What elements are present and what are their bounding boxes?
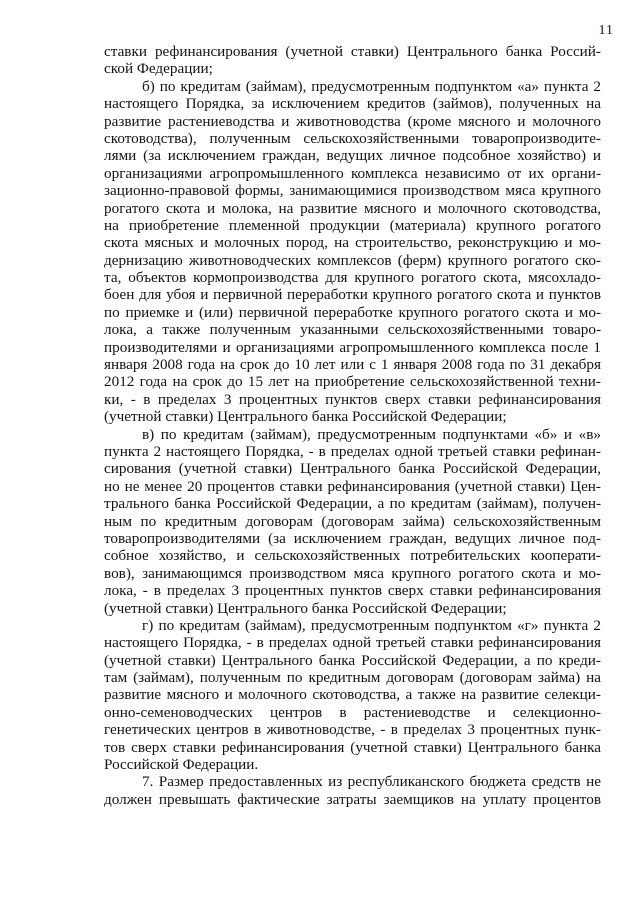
text-line: генетических центров в животноводстве, - в пределах 3 процентных пунк- <box>104 721 601 739</box>
page-number: 11 <box>598 23 614 38</box>
text-line: б) по кредитам (займам), предусмотренным подпунктом «а» пункта 2 <box>142 77 601 95</box>
text-line: января 2008 года на срок до 10 лет или с 1 января 2008 года по 31 декабря <box>104 356 601 374</box>
text-line: дернизацию животноводческих комплексов (ферм) крупного рогатого ско- <box>104 251 601 269</box>
text-line: развитие мясного и молочного скотоводства, а также на развитие селекци- <box>104 686 601 704</box>
text-line: но не менее 20 процентов ставки рефинансирования (учетной ставки) Цен- <box>104 477 601 495</box>
text-line: организациями агропромышленного комплекса независимо от их органи- <box>104 164 601 182</box>
text-line: (учетной ставки) Центрального банка Российской Федерации, а по креди- <box>104 651 601 669</box>
text-line: там (займам), полученным по кредитным договорам (договорам займа) на <box>104 669 601 687</box>
text-line: вов), занимающимся производством мяса крупного рогатого скота и мо- <box>104 564 601 582</box>
paragraph <box>104 78 601 426</box>
text-line: зационно-правовой формы, занимающимися производством мяса крупного <box>104 182 601 200</box>
text-line: тов сверх ставки рефинансирования (учетной ставки) Центрального банка <box>104 738 601 756</box>
text-line: пункта 2 настоящего Порядка, - в пределах одной третьей ставки рефинан- <box>104 442 601 460</box>
text-line: собное хозяйство, и сельскохозяйственных потребительских кооперати- <box>104 547 601 565</box>
text-line: скотоводства), полученным сельскохозяйственными товаропроизводите- <box>104 129 601 147</box>
text-line: ставки рефинансирования (учетной ставки) Центрального банка Россий- <box>104 43 601 60</box>
document-body <box>104 43 601 808</box>
text-line: товаропроизводителями (за исключением граждан, ведущих личное под- <box>104 529 601 547</box>
text-line: скота мясных и молочных пород, на строительство, реконструкцию и мо- <box>104 234 601 252</box>
text-line: в) по кредитам (займам), предусмотренным подпунктами «б» и «в» <box>142 425 601 443</box>
text-line: должен превышать фактические затраты заемщиков на уплату процентов <box>104 790 601 808</box>
text-line: настоящего Порядка, за исключением кредитов (займов), полученных на <box>104 95 601 113</box>
text-line: Российской Федерации. <box>104 756 259 774</box>
text-line: лока, а также полученным указанными сельскохозяйственными товаро- <box>104 321 601 339</box>
text-line: ки, - в пределах 3 процентных пунктов сверх ставки рефинансирования <box>104 390 601 408</box>
text-line: 7. Размер предоставленных из республиканского бюджета средств не <box>142 773 601 791</box>
text-line: (учетной ставки) Центрального банка Российской Федерации; <box>104 599 507 617</box>
text-line: ской Федерации; <box>104 60 213 78</box>
text-line: г) по кредитам (займам), предусмотренным подпунктом «г» пункта 2 <box>142 616 601 634</box>
text-line: лока, - в пределах 3 процентных пунктов сверх ставки рефинансирования <box>104 582 601 600</box>
paragraph <box>104 773 601 808</box>
text-line: производителями и организациями агропромышленного комплекса после 1 <box>104 338 601 356</box>
text-line: ным по кредитным договорам (договорам займа) сельскохозяйственным <box>104 512 601 530</box>
text-line: сирования (учетной ставки) Центрального банка Российской Федерации, <box>104 460 601 478</box>
paragraph <box>104 43 601 78</box>
text-line: настоящего Порядка, - в пределах одной третьей ставки рефинансирования <box>104 634 601 652</box>
paragraph <box>104 426 601 617</box>
text-line: 2012 года на срок до 15 лет на приобретение сельскохозяйственной техни- <box>104 373 601 391</box>
text-line: лями (за исключением граждан, ведущих личное подсобное хозяйство) и <box>104 147 601 165</box>
text-line: на приобретение племенной продукции (материала) крупного рогатого <box>104 216 601 234</box>
text-line: развитие растениеводства и животноводства (кроме мясного и молочного <box>104 112 601 130</box>
text-line: боен для убоя и первичной переработки крупного рогатого скота и пунктов <box>104 286 601 304</box>
text-line: онно-семеноводческих центров в растениеводстве и селекционно- <box>104 703 601 721</box>
paragraph <box>104 617 601 774</box>
text-line: по приемке и (или) первичной переработке крупного рогатого скота и мо- <box>104 303 601 321</box>
text-line: та, объектов кормопроизводства для крупного рогатого скота, мясохладо- <box>104 269 601 287</box>
text-line: рогатого скота и молока, на развитие мясного и молочного скотоводства, <box>104 199 601 217</box>
text-line: (учетной ставки) Центрального банка Российской Федерации; <box>104 408 507 426</box>
text-line: трального банка Российской Федерации, а по кредитам (займам), получен- <box>104 495 601 513</box>
